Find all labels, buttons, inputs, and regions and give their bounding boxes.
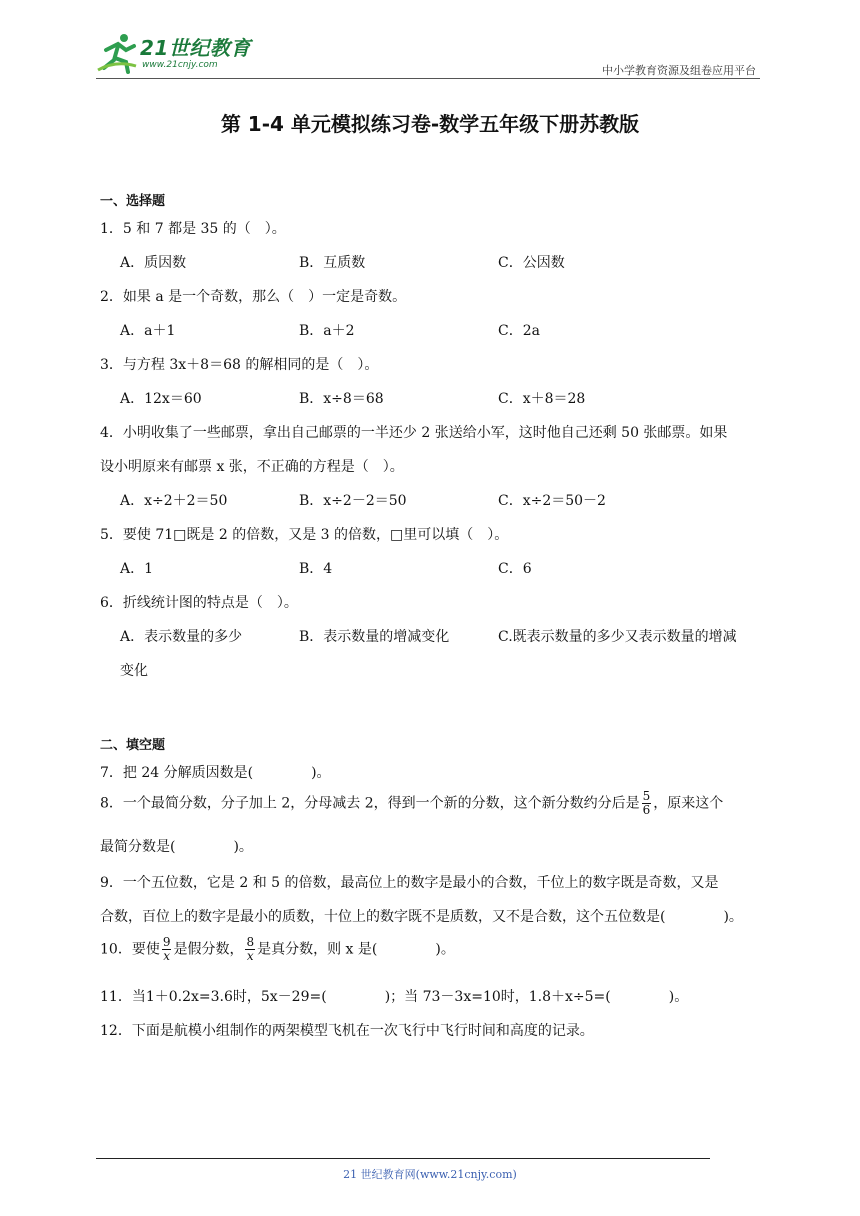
footer-text: 21 世纪教育网(www.21cnjy.com): [343, 1168, 517, 1181]
q4-option-c: C．x÷2＝50－2: [498, 493, 606, 509]
q3-option-c: C．x＋8＝28: [498, 391, 586, 407]
question-12: 12．下面是航模小组制作的两架模型飞机在一次飞行中飞行时间和高度的记录。: [100, 1023, 594, 1039]
header-divider: [96, 78, 760, 79]
q7-close: )。: [311, 765, 331, 781]
q4-option-b: B．x÷2－2＝50: [299, 493, 407, 509]
q2-option-a: A．a＋1: [120, 323, 176, 339]
question-9-line2: [100, 906, 743, 926]
q6-option-c: C.既表示数量的多少又表示数量的增减: [498, 629, 737, 645]
question-8-line1: [100, 790, 723, 817]
fraction-5-6: [642, 790, 652, 817]
q7-text: 7．把 24 分解质因数是(: [100, 765, 254, 781]
site-logo: [96, 30, 266, 76]
q1-option-a: A．质因数: [120, 255, 187, 271]
q8-close: )。: [233, 839, 253, 855]
question-8-line2: [100, 836, 253, 856]
fraction-numerator: 9: [162, 935, 171, 949]
q8-text2: 最简分数是(: [100, 839, 176, 855]
q8-text-end: ，原来这个: [653, 795, 724, 812]
q10-text2: 是真分数，则 x 是(: [257, 941, 378, 958]
q10-close: )。: [435, 941, 455, 958]
q3-option-a: A．12x＝60: [120, 391, 202, 407]
runner-logo-icon: [96, 30, 140, 74]
section-heading-fill: 二、填空题: [100, 738, 166, 753]
fraction-denominator: 6: [642, 803, 651, 817]
q10-mid: 是假分数，: [173, 941, 244, 958]
q10-text: 10．要使: [100, 941, 160, 958]
q3-option-b: B．x÷8＝68: [299, 391, 384, 407]
fraction-numerator: 8: [246, 935, 255, 949]
q4-option-a: A．x÷2＋2＝50: [120, 493, 228, 509]
question-2: 2．如果 a 是一个奇数，那么（ ）一定是奇数。: [100, 289, 407, 305]
q9-text2: 合数，百位上的数字是最小的质数，十位上的数字既不是质数，又不是合数，这个五位数是(: [100, 909, 666, 925]
q5-option-c: C．6: [498, 561, 532, 577]
fraction-denominator: x: [246, 949, 254, 963]
section-heading-choice: 一、选择题: [100, 194, 166, 209]
question-4-line2: 设小明原来有邮票 x 张，不正确的方程是（ ）。: [100, 459, 404, 475]
question-4-line1: 4．小明收集了一些邮票，拿出自己邮票的一半还少 2 张送给小军，这时他自己还剩 50 张邮票。如果: [100, 425, 728, 441]
fraction-denominator: x: [163, 949, 171, 963]
q2-option-b: B．a＋2: [299, 323, 355, 339]
fraction-8-x: [245, 936, 255, 963]
page-title: 第 1-4 单元模拟练习卷-数学五年级下册苏教版: [220, 112, 640, 136]
question-7: [100, 762, 331, 782]
q11-part2: )；当 73－3x=10时，1.8＋x÷5=(: [384, 989, 611, 1005]
q5-option-b: B．4: [299, 561, 333, 577]
q2-option-c: C．2a: [498, 323, 540, 339]
header-tagline: 中小学教育资源及组卷应用平台: [602, 64, 756, 77]
q1-option-b: B．互质数: [299, 255, 366, 271]
question-5: 5．要使 71□既是 2 的倍数，又是 3 的倍数，□里可以填（ ）。: [100, 527, 509, 543]
question-11: [100, 986, 688, 1006]
fraction-9-x: [162, 936, 172, 963]
q1-option-c: C．公因数: [498, 255, 565, 271]
q6-option-c-continued: 变化: [120, 663, 148, 679]
question-9-line1: 9．一个五位数，它是 2 和 5 的倍数，最高位上的数字是最小的合数，千位上的数字既是奇数，又是: [100, 875, 719, 891]
fraction-numerator: 5: [642, 789, 651, 803]
question-3: 3．与方程 3x＋8＝68 的解相同的是（ ）。: [100, 357, 379, 373]
question-1: 1．5 和 7 都是 35 的（ ）。: [100, 221, 286, 237]
logo-text: 21世纪教育: [140, 36, 251, 60]
q11-part1: 11．当1＋0.2x=3.6时，5x－29=(: [100, 989, 327, 1005]
q11-part3: )。: [668, 989, 689, 1005]
footer-divider: [96, 1158, 710, 1159]
q6-option-a: A．表示数量的多少: [120, 629, 243, 645]
question-10: [100, 936, 455, 963]
logo-url: www.21cnjy.com: [142, 60, 218, 70]
q5-option-a: A．1: [120, 561, 154, 577]
q9-close: )。: [723, 909, 743, 925]
question-6: 6．折线统计图的特点是（ ）。: [100, 595, 298, 611]
q8-text: 8．一个最简分数，分子加上 2，分母减去 2，得到一个新的分数，这个新分数约分后是: [100, 795, 640, 812]
q6-option-b: B．表示数量的增减变化: [299, 629, 450, 645]
